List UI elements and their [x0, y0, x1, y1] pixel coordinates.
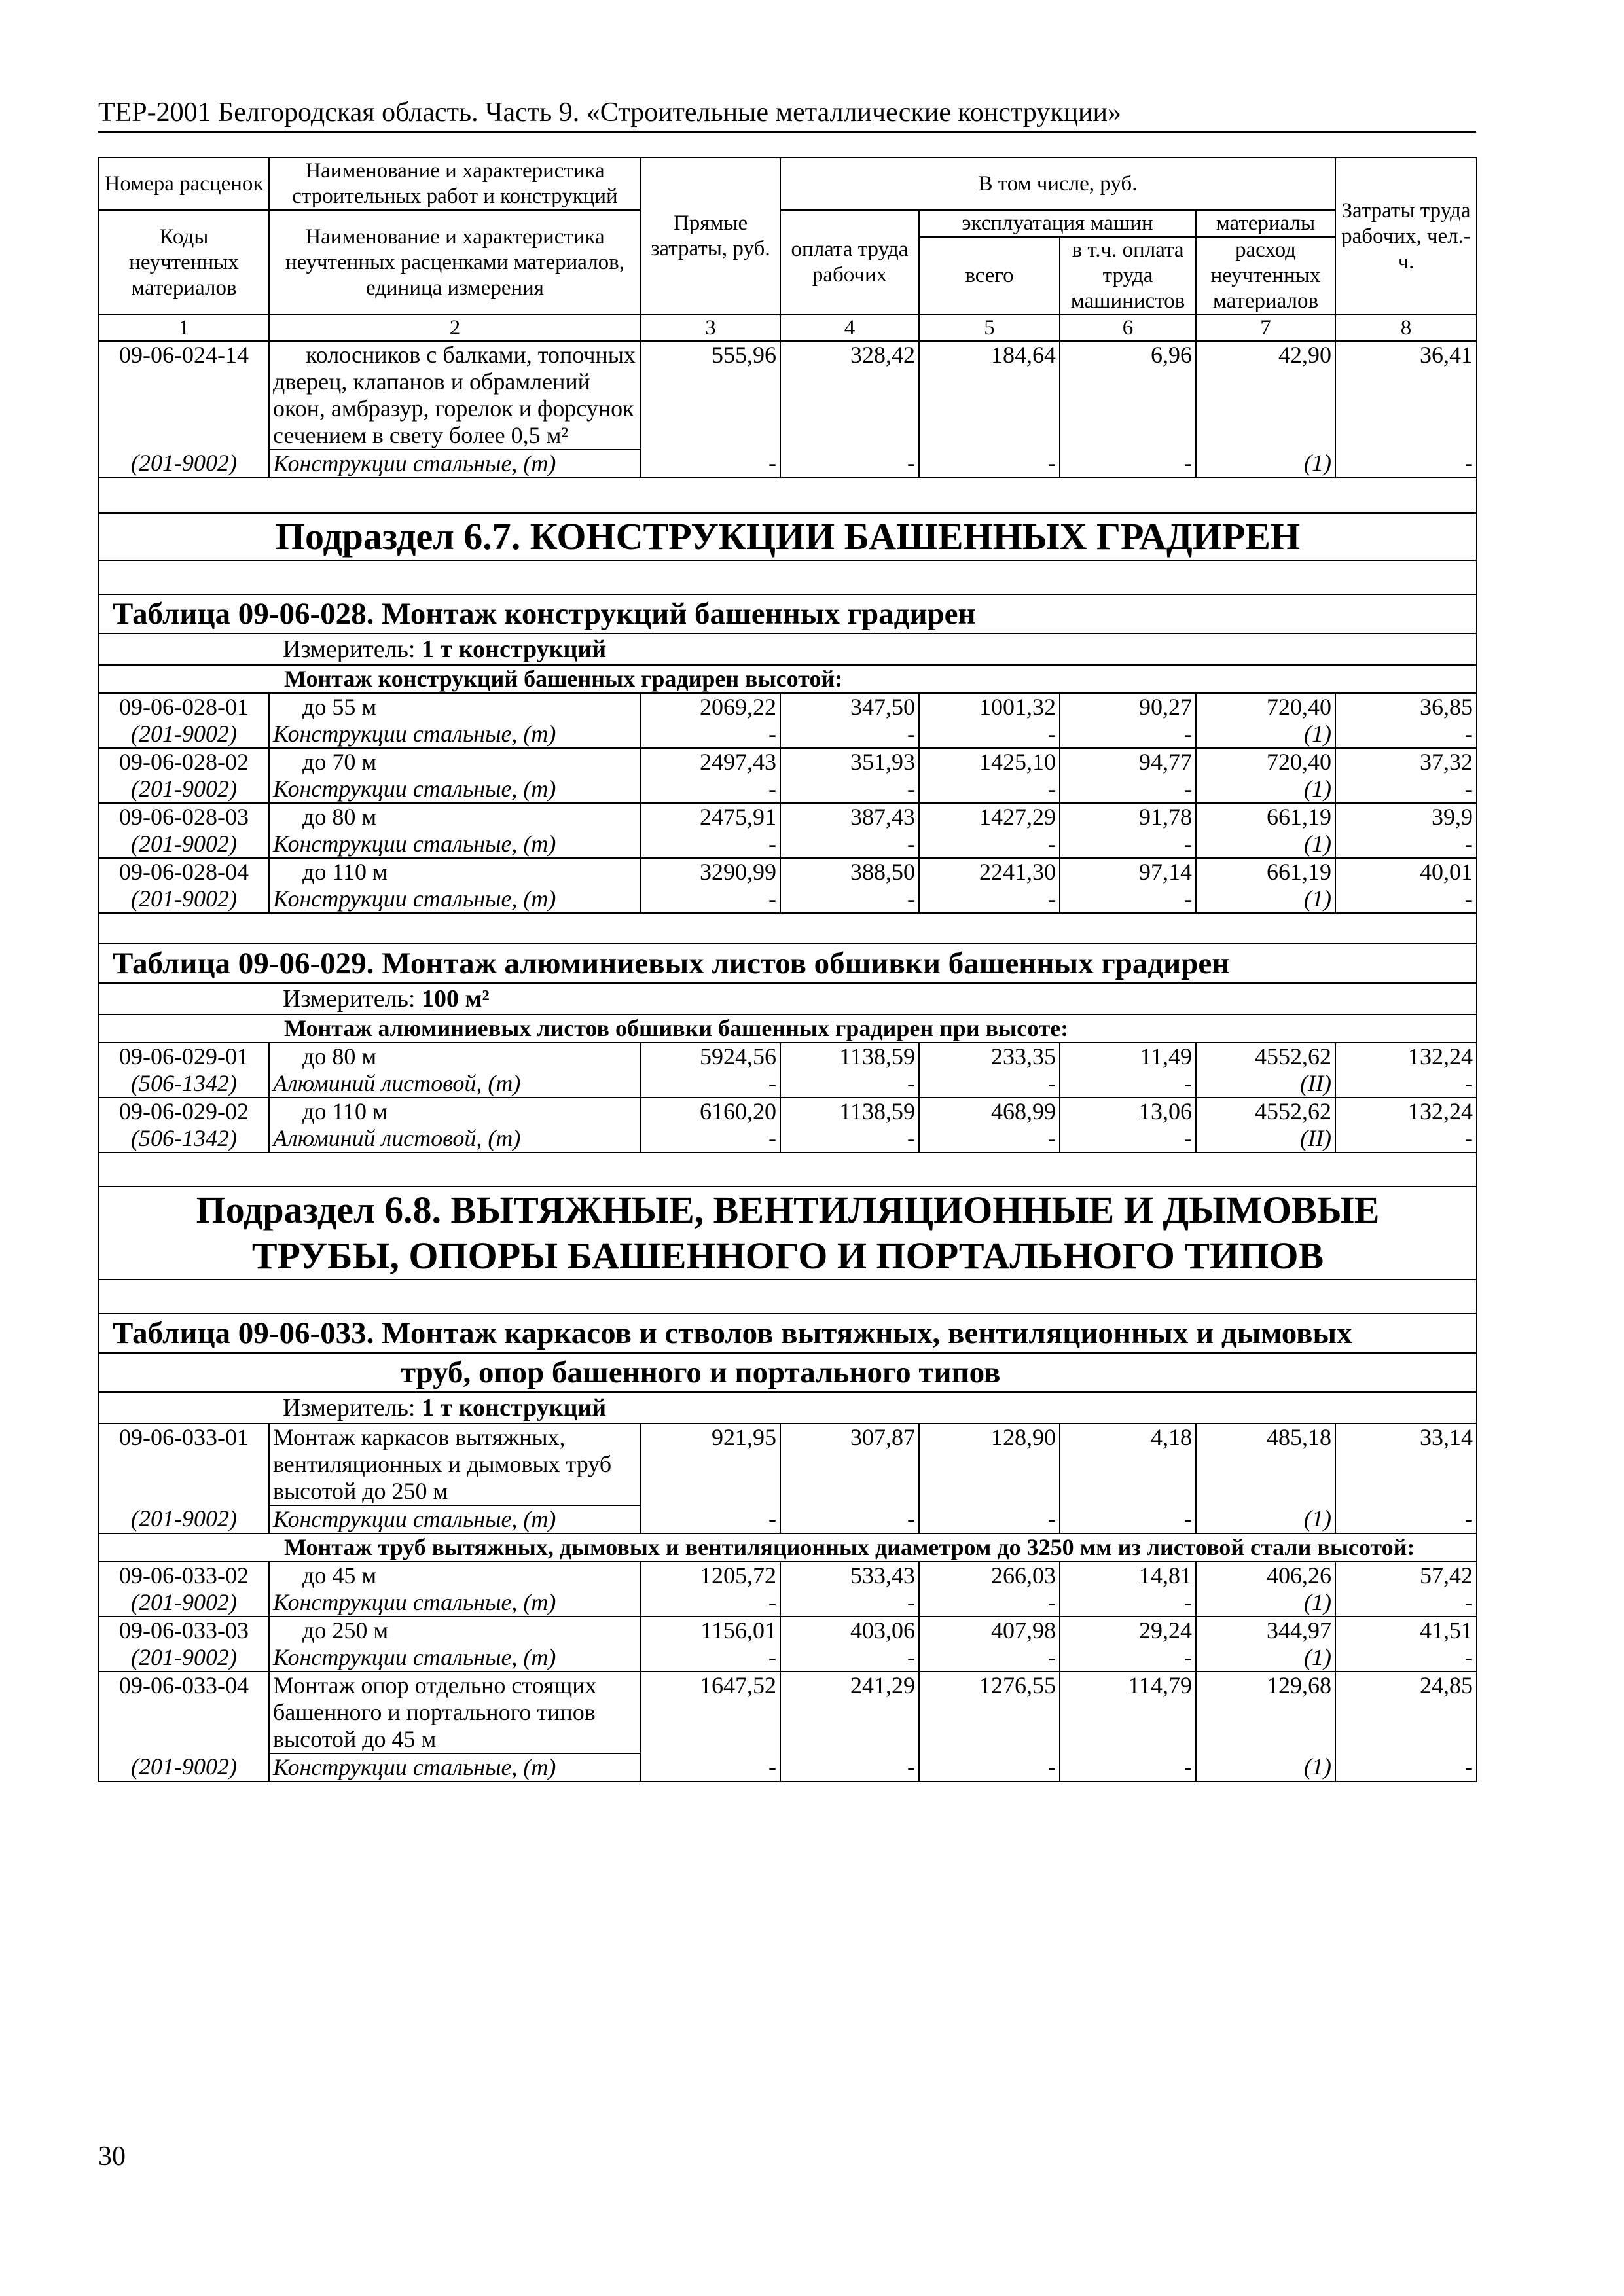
table-title: Таблица 09-06-029. Монтаж алюминиевых листов обшивки башенных градирен [99, 944, 1477, 983]
value-cell: - [641, 1505, 780, 1534]
rate-code: 09-06-028-03 [99, 803, 269, 831]
material-row [99, 1125, 1477, 1153]
value-cell: 1138,59 [780, 1098, 919, 1125]
value-cell: 3290,99 [641, 858, 780, 886]
value-cell: 266,03 [919, 1562, 1060, 1589]
page-header: ТЕР-2001 Белгородская область. Часть 9. «Строительные металлические конструкции» [98, 98, 1122, 128]
value-cell: 41,51 [1335, 1617, 1477, 1644]
col-number: 6 [1060, 315, 1196, 341]
value-cell: - [919, 721, 1060, 748]
value-cell: - [641, 776, 780, 803]
material-code: (201-9002) [99, 776, 269, 803]
value-cell: 2069,22 [641, 693, 780, 721]
value-cell: - [641, 721, 780, 748]
rate-code: 09-06-033-01 [99, 1424, 269, 1505]
value-cell: - [1060, 721, 1196, 748]
value-cell: 91,78 [1060, 803, 1196, 831]
section-band [99, 983, 1477, 1014]
rate-name: Монтаж каркасов вытяжных, вентиляционных и дымовых труб высотой до 250 м [269, 1424, 641, 1505]
material-name: Конструкции стальные, (т) [269, 831, 641, 858]
section-band [99, 1392, 1477, 1424]
value-cell: 1647,52 [641, 1672, 780, 1753]
value-cell: (1) [1196, 450, 1335, 478]
value-cell: 132,24 [1335, 1043, 1477, 1070]
value-cell: - [919, 1125, 1060, 1153]
value-cell: 42,90 [1196, 341, 1335, 450]
col-vtch: в т.ч. оплата труда машинистов [1060, 237, 1196, 315]
value-cell: - [641, 1070, 780, 1098]
value-cell: 4,18 [1060, 1424, 1196, 1505]
value-cell: 6160,20 [641, 1098, 780, 1125]
col-vsego: всего [919, 237, 1060, 315]
table-row [99, 748, 1477, 776]
value-cell: 720,40 [1196, 693, 1335, 721]
section-band [99, 594, 1477, 634]
value-cell: 5924,56 [641, 1043, 780, 1070]
table-row [99, 1098, 1477, 1125]
section-band [99, 634, 1477, 665]
measure-line [99, 634, 1477, 665]
value-cell: - [919, 776, 1060, 803]
rate-code: 09-06-033-03 [99, 1617, 269, 1644]
measure-label: Измеритель: [283, 1394, 416, 1422]
value-cell: - [1335, 1070, 1477, 1098]
col-kody: Коды неучтенных материалов [99, 210, 269, 315]
material-name: Конструкции стальные, (т) [269, 1505, 641, 1534]
value-cell: 128,90 [919, 1424, 1060, 1505]
value-cell: 720,40 [1196, 748, 1335, 776]
value-cell: (1) [1196, 886, 1335, 913]
value-cell: - [780, 831, 919, 858]
material-row [99, 450, 1477, 478]
value-cell: 13,06 [1060, 1098, 1196, 1125]
col-number: 8 [1335, 315, 1477, 341]
measure-line [99, 1392, 1477, 1424]
value-cell: 661,19 [1196, 803, 1335, 831]
value-cell: - [1060, 1753, 1196, 1782]
material-name: Алюминий листовой, (т) [269, 1125, 641, 1153]
value-cell: 90,27 [1060, 693, 1196, 721]
value-cell: 403,06 [780, 1617, 919, 1644]
value-cell: 4552,62 [1196, 1043, 1335, 1070]
section-title [99, 1187, 1477, 1280]
value-cell: (II) [1196, 1125, 1335, 1153]
material-code: (506-1342) [99, 1070, 269, 1098]
col-nomera: Номера расценок [99, 158, 269, 210]
value-cell: 233,35 [919, 1043, 1060, 1070]
group-row [99, 665, 1477, 693]
value-cell: - [1060, 886, 1196, 913]
material-code: (201-9002) [99, 1589, 269, 1617]
value-cell: - [919, 450, 1060, 478]
measure-value: 1 т конструкций [422, 636, 607, 663]
value-cell: - [919, 1753, 1060, 1782]
measure-label: Измеритель: [283, 636, 416, 663]
value-cell: - [641, 1644, 780, 1672]
table-row [99, 1562, 1477, 1589]
material-code: (201-9002) [99, 1644, 269, 1672]
col-number: 1 [99, 315, 269, 341]
value-cell: 36,41 [1335, 341, 1477, 450]
col-vtom: В том числе, руб. [780, 158, 1335, 210]
table-row [99, 1043, 1477, 1070]
material-name: Конструкции стальные, (т) [269, 1753, 641, 1782]
value-cell: 2497,43 [641, 748, 780, 776]
material-code: (201-9002) [99, 1505, 269, 1534]
value-cell: 6,96 [1060, 341, 1196, 450]
value-cell: 129,68 [1196, 1672, 1335, 1753]
rate-code: 09-06-028-01 [99, 693, 269, 721]
section-band [99, 478, 1477, 513]
value-cell: 1156,01 [641, 1617, 780, 1644]
value-cell: (1) [1196, 776, 1335, 803]
rate-name: до 45 м [269, 1562, 641, 1589]
material-row [99, 1505, 1477, 1534]
table-row [99, 1672, 1477, 1753]
value-cell: - [1335, 831, 1477, 858]
rate-name: колосников с балками, топочных дверец, клапанов и обрамлений окон, амбразур, горелок и форсунок сечением в свету более 0,5 м² [269, 341, 641, 450]
material-row [99, 886, 1477, 913]
value-cell: 1276,55 [919, 1672, 1060, 1753]
material-row [99, 776, 1477, 803]
value-cell: - [1335, 1125, 1477, 1153]
value-cell: - [780, 1125, 919, 1153]
group-title: Монтаж труб вытяжных, дымовых и вентиляционных диаметром до 3250 мм из листовой стали высотой: [99, 1534, 1477, 1562]
rate-name: до 80 м [269, 803, 641, 831]
column-numbers [99, 315, 1477, 341]
value-cell: 184,64 [919, 341, 1060, 450]
table-title: Таблица 09-06-028. Монтаж конструкций башенных градирен [99, 594, 1477, 634]
value-cell: - [641, 1589, 780, 1617]
value-cell: - [780, 886, 919, 913]
value-cell: - [919, 1070, 1060, 1098]
value-cell: 1138,59 [780, 1043, 919, 1070]
value-cell: - [641, 1125, 780, 1153]
rate-name: до 110 м [269, 1098, 641, 1125]
value-cell: 114,79 [1060, 1672, 1196, 1753]
value-cell: 94,77 [1060, 748, 1196, 776]
value-cell: - [919, 886, 1060, 913]
value-cell: 661,19 [1196, 858, 1335, 886]
col-rashod: расход неучтенных материалов [1196, 237, 1335, 315]
value-cell: - [1335, 1644, 1477, 1672]
value-cell: - [780, 776, 919, 803]
material-name: Конструкции стальные, (т) [269, 721, 641, 748]
material-code: (201-9002) [99, 886, 269, 913]
rate-name: Монтаж опор отдельно стоящих башенного и портального типов высотой до 45 м [269, 1672, 641, 1753]
table-title-cont: труб, опор башенного и портального типов [99, 1353, 1477, 1392]
material-row [99, 721, 1477, 748]
material-row [99, 831, 1477, 858]
value-cell: 485,18 [1196, 1424, 1335, 1505]
table-row [99, 1617, 1477, 1644]
value-cell: 97,14 [1060, 858, 1196, 886]
col-oplata: оплата труда рабочих [780, 210, 919, 315]
value-cell: 1425,10 [919, 748, 1060, 776]
value-cell: - [1335, 776, 1477, 803]
material-code: (201-9002) [99, 450, 269, 478]
value-cell: 36,85 [1335, 693, 1477, 721]
value-cell: 132,24 [1335, 1098, 1477, 1125]
value-cell: 11,49 [1060, 1043, 1196, 1070]
value-cell: - [1335, 886, 1477, 913]
section-band [99, 1353, 1477, 1392]
value-cell: - [641, 831, 780, 858]
header-rule [98, 131, 1476, 133]
price-table [98, 157, 1477, 1782]
rate-name: до 70 м [269, 748, 641, 776]
value-cell: - [780, 1589, 919, 1617]
value-cell: (1) [1196, 1505, 1335, 1534]
measure-line [99, 983, 1477, 1014]
value-cell: (1) [1196, 831, 1335, 858]
value-cell: 2241,30 [919, 858, 1060, 886]
value-cell: - [1060, 1125, 1196, 1153]
material-code: (201-9002) [99, 1753, 269, 1782]
col-zatraty: Затраты труда рабочих, чел.-ч. [1335, 158, 1477, 315]
value-cell: 533,43 [780, 1562, 919, 1589]
table-row [99, 1424, 1477, 1505]
value-cell: 1427,29 [919, 803, 1060, 831]
value-cell: - [780, 1644, 919, 1672]
section-band [99, 944, 1477, 983]
rate-code: 09-06-033-02 [99, 1562, 269, 1589]
value-cell: 347,50 [780, 693, 919, 721]
value-cell: 2475,91 [641, 803, 780, 831]
col-ekspl: эксплуатация машин [919, 210, 1196, 237]
value-cell: - [780, 450, 919, 478]
table-row [99, 341, 1477, 450]
value-cell: - [780, 721, 919, 748]
material-code: (506-1342) [99, 1125, 269, 1153]
value-cell: 24,85 [1335, 1672, 1477, 1753]
material-name: Конструкции стальные, (т) [269, 1589, 641, 1617]
rate-name: до 80 м [269, 1043, 641, 1070]
col-number: 3 [641, 315, 780, 341]
value-cell: 328,42 [780, 341, 919, 450]
rate-code: 09-06-033-04 [99, 1672, 269, 1753]
section-band [99, 1280, 1477, 1314]
col-number: 7 [1196, 315, 1335, 341]
material-name: Конструкции стальные, (т) [269, 450, 641, 478]
rate-code: 09-06-028-02 [99, 748, 269, 776]
material-name: Конструкции стальные, (т) [269, 1644, 641, 1672]
material-name: Алюминий листовой, (т) [269, 1070, 641, 1098]
value-cell: - [919, 1589, 1060, 1617]
section-title: Подраздел 6.7. КОНСТРУКЦИИ БАШЕННЫХ ГРАДИРЕН [99, 513, 1477, 560]
group-row [99, 1534, 1477, 1562]
value-cell: 468,99 [919, 1098, 1060, 1125]
value-cell: (1) [1196, 1753, 1335, 1782]
value-cell: 57,42 [1335, 1562, 1477, 1589]
material-code: (201-9002) [99, 721, 269, 748]
header-row-1 [99, 158, 1477, 210]
value-cell: 39,9 [1335, 803, 1477, 831]
value-cell: 387,43 [780, 803, 919, 831]
rate-code: 09-06-024-14 [99, 341, 269, 450]
section-title-line: Подраздел 6.8. ВЫТЯЖНЫЕ, ВЕНТИЛЯЦИОННЫЕ И ДЫМОВЫЕ [196, 1189, 1380, 1231]
table-row [99, 693, 1477, 721]
value-cell: 1205,72 [641, 1562, 780, 1589]
material-row [99, 1589, 1477, 1617]
value-cell: 344,97 [1196, 1617, 1335, 1644]
rate-name: до 55 м [269, 693, 641, 721]
value-cell: 4552,62 [1196, 1098, 1335, 1125]
value-cell: (1) [1196, 1589, 1335, 1617]
value-cell: - [1335, 1753, 1477, 1782]
value-cell: - [919, 831, 1060, 858]
col-pryamye: Прямые затраты, руб. [641, 158, 780, 315]
value-cell: - [641, 886, 780, 913]
value-cell: - [919, 1505, 1060, 1534]
col-number: 4 [780, 315, 919, 341]
value-cell: 1001,32 [919, 693, 1060, 721]
section-title-line: ТРУБЫ, ОПОРЫ БАШЕННОГО И ПОРТАЛЬНОГО ТИПОВ [251, 1234, 1324, 1277]
value-cell: - [1060, 776, 1196, 803]
value-cell: - [1335, 721, 1477, 748]
col-materialy: материалы [1196, 210, 1335, 237]
value-cell: - [1060, 450, 1196, 478]
group-row [99, 1014, 1477, 1043]
measure-value: 100 м² [422, 985, 490, 1013]
value-cell: 14,81 [1060, 1562, 1196, 1589]
value-cell: - [919, 1644, 1060, 1672]
page-number: 30 [98, 2142, 126, 2172]
col-number: 5 [919, 315, 1060, 341]
rate-code: 09-06-029-01 [99, 1043, 269, 1070]
value-cell: 555,96 [641, 341, 780, 450]
rate-name: до 250 м [269, 1617, 641, 1644]
col-naimen2: Наименование и характеристика неучтенных расценками материалов, единица измерения [269, 210, 641, 315]
group-title: Монтаж конструкций башенных градирен высотой: [99, 665, 1477, 693]
value-cell: 40,01 [1335, 858, 1477, 886]
section-band [99, 913, 1477, 944]
header-row-2 [99, 210, 1477, 237]
table-row [99, 803, 1477, 831]
value-cell: 37,32 [1335, 748, 1477, 776]
material-row [99, 1753, 1477, 1782]
value-cell: (II) [1196, 1070, 1335, 1098]
table-title: Таблица 09-06-033. Монтаж каркасов и стволов вытяжных, вентиляционных и дымовых [99, 1314, 1477, 1353]
value-cell: - [780, 1753, 919, 1782]
value-cell: 407,98 [919, 1617, 1060, 1644]
measure-label: Измеритель: [283, 985, 416, 1013]
value-cell: - [1060, 1070, 1196, 1098]
section-band [99, 1187, 1477, 1280]
table-row [99, 858, 1477, 886]
section-band [99, 1314, 1477, 1353]
rate-code: 09-06-028-04 [99, 858, 269, 886]
value-cell: - [1335, 1505, 1477, 1534]
value-cell: - [1060, 1505, 1196, 1534]
value-cell: - [641, 1753, 780, 1782]
material-name: Конструкции стальные, (т) [269, 886, 641, 913]
value-cell: - [780, 1070, 919, 1098]
col-number: 2 [269, 315, 641, 341]
value-cell: 307,87 [780, 1424, 919, 1505]
value-cell: 33,14 [1335, 1424, 1477, 1505]
rate-name: до 110 м [269, 858, 641, 886]
value-cell: - [641, 450, 780, 478]
section-band [99, 560, 1477, 594]
value-cell: 29,24 [1060, 1617, 1196, 1644]
material-row [99, 1070, 1477, 1098]
value-cell: 241,29 [780, 1672, 919, 1753]
value-cell: - [1060, 1644, 1196, 1672]
value-cell: (1) [1196, 1644, 1335, 1672]
value-cell: (1) [1196, 721, 1335, 748]
value-cell: 351,93 [780, 748, 919, 776]
value-cell: - [1060, 1589, 1196, 1617]
value-cell: 406,26 [1196, 1562, 1335, 1589]
value-cell: - [1060, 831, 1196, 858]
material-code: (201-9002) [99, 831, 269, 858]
value-cell: - [1335, 1589, 1477, 1617]
section-band [99, 1153, 1477, 1187]
group-title: Монтаж алюминиевых листов обшивки башенных градирен при высоте: [99, 1014, 1477, 1043]
material-name: Конструкции стальные, (т) [269, 776, 641, 803]
section-band [99, 513, 1477, 560]
measure-value: 1 т конструкций [422, 1394, 607, 1422]
col-naimen: Наименование и характеристика строительных работ и конструкций [269, 158, 641, 210]
value-cell: - [780, 1505, 919, 1534]
value-cell: 921,95 [641, 1424, 780, 1505]
rate-code: 09-06-029-02 [99, 1098, 269, 1125]
value-cell: - [1335, 450, 1477, 478]
value-cell: 388,50 [780, 858, 919, 886]
material-row [99, 1644, 1477, 1672]
